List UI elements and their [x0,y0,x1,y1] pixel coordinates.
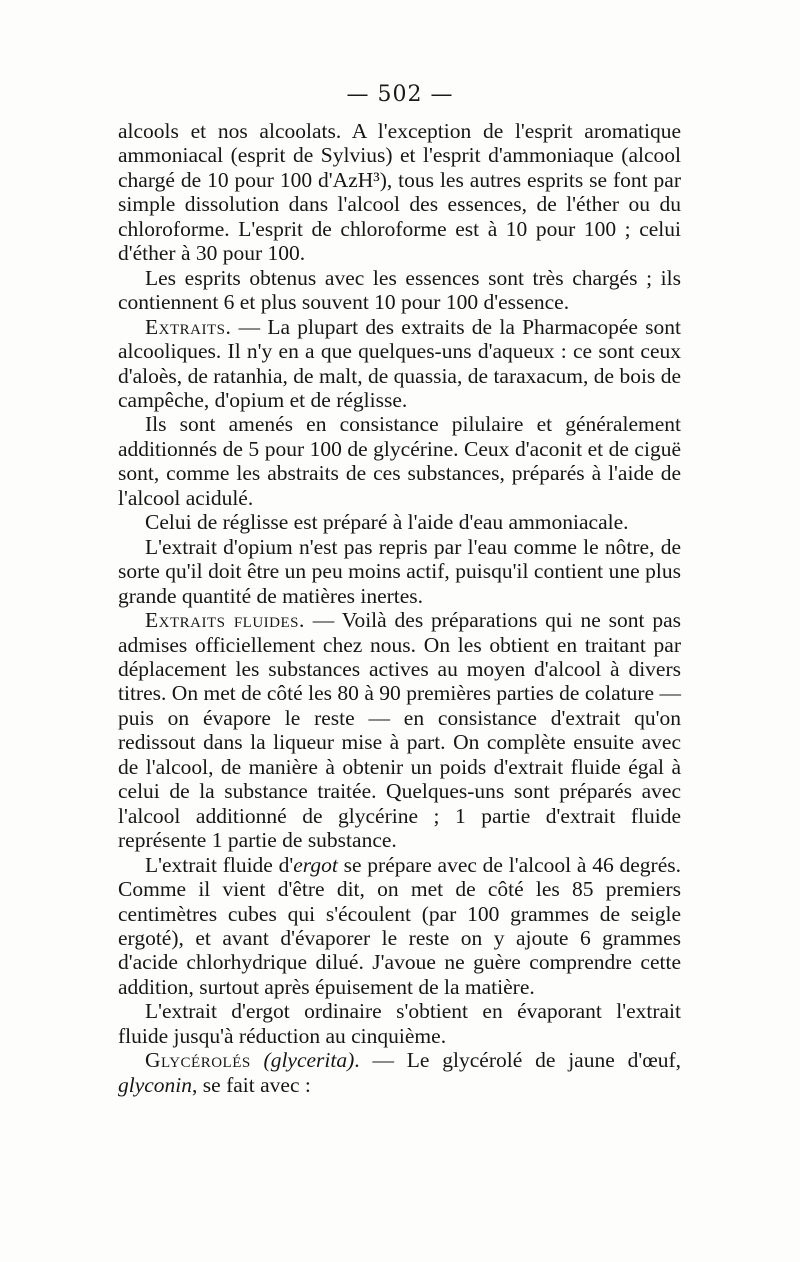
paragraph-text: Ils sont amenés en consistance pilulaire et généralement additionnés de 5 pour 100 de glycérine. Ceux d'aconit et de ciguë sont, comme les abstraits de ces substances, préparés à l'aide de l'alcool acidulé. [118,412,681,510]
paragraph-text: L'extrait d'opium n'est pas repris par l'eau comme le nôtre, de sorte qu'il doit être un peu moins actif, puisqu'il contient une plus grande quantité de matières inertes. [118,534,681,608]
paragraph-text: . — Le glycérolé de jaune d'œuf, [354,1048,682,1073]
paragraph-text: alcools et nos alcoolats. A l'exception de l'esprit aromatique ammoniacal (esprit de Sylvius) et l'esprit d'ammoniaque (alcool chargé de 10 pour 100 d'AzH³), tous les autres esprits se font par simple dissolution dans l'alcool des essences, de l'éther ou du chloroforme. L'esprit de chloroforme est à 10 pour 100 ; celui d'éther à 30 pour 100. [118,119,681,266]
paragraph-extraits-fluides [118,608,681,853]
body-text [118,119,681,1097]
italic-term-glyconin: glyconin [118,1072,193,1097]
paragraph-extraits [118,315,681,413]
italic-term-glycerita: (glycerita) [263,1048,355,1073]
page-number: — 502 — [346,82,454,107]
paragraph-consistance [118,412,681,510]
paragraph-text-end: , se fait avec : [192,1072,311,1097]
section-heading-extraits: Extraits. [145,314,232,339]
paragraph-ergot [118,853,681,1000]
paragraph-ergot-ordinaire [118,999,681,1048]
section-heading-glycerolés: Glycérolés [145,1048,251,1073]
paragraph-reglisse [118,510,681,534]
italic-term-ergot: ergot [293,852,338,877]
paragraph-text: — Voilà des préparations qui ne sont pas admises officiellement chez nous. On les obtient en traitant par déplacement les substances actives au moyen d'alcool à divers titres. On met de côté les 80 à 90 premières parties de colature — puis on évapore le reste — en consistance d'extrait qu'on redissout dans la liqueur mise à part. On complète ensuite avec de l'alcool, de manière à obtenir un poids d'extrait fluide égal à celui de la substance traitée. Quelques-uns sont préparés avec l'alcool additionné de glycérine ; 1 partie d'extrait fluide représente 1 partie de substance. [118,608,682,853]
section-heading-extraits-fluides: Extraits fluides. [145,608,305,633]
paragraph-text: Les esprits obtenus avec les essences sont très chargés ; ils contiennent 6 et plus souvent 10 pour 100 d'essence. [118,265,681,315]
paragraph-text: — La plupart des extraits de la Pharmacopée sont alcooliques. Il n'y en a que quelques-uns d'aqueux : ce sont ceux d'aloès, de ratanhia, de malt, de quassia, de taraxacum, de bois de campêche, d'opium et de réglisse. [118,314,681,412]
paragraph-esprits [118,266,681,315]
paragraph-opium [118,535,681,608]
paragraph-alcools [118,119,681,266]
paragraph-glycerolés [118,1048,681,1097]
paragraph-text: se prépare avec de l'alcool à 46 degrés. Comme il vient d'être dit, on met de côté les 85 premiers centimètres cubes qui s'écoulent (par 100 grammes de seigle ergoté), et avant d'évaporer le reste on y ajoute 6 grammes d'acide chlorhydrique dilué. J'avoue ne guère comprendre cette addition, surtout après épuisement de la matière. [118,852,681,999]
paragraph-text: L'extrait d'ergot ordinaire s'obtient en évaporant l'extrait fluide jusqu'à réduction au cinquième. [118,999,681,1048]
paragraph-text-start: L'extrait fluide d' [145,852,294,877]
paragraph-text: Celui de réglisse est préparé à l'aide d'eau ammoniacale. [145,510,629,535]
